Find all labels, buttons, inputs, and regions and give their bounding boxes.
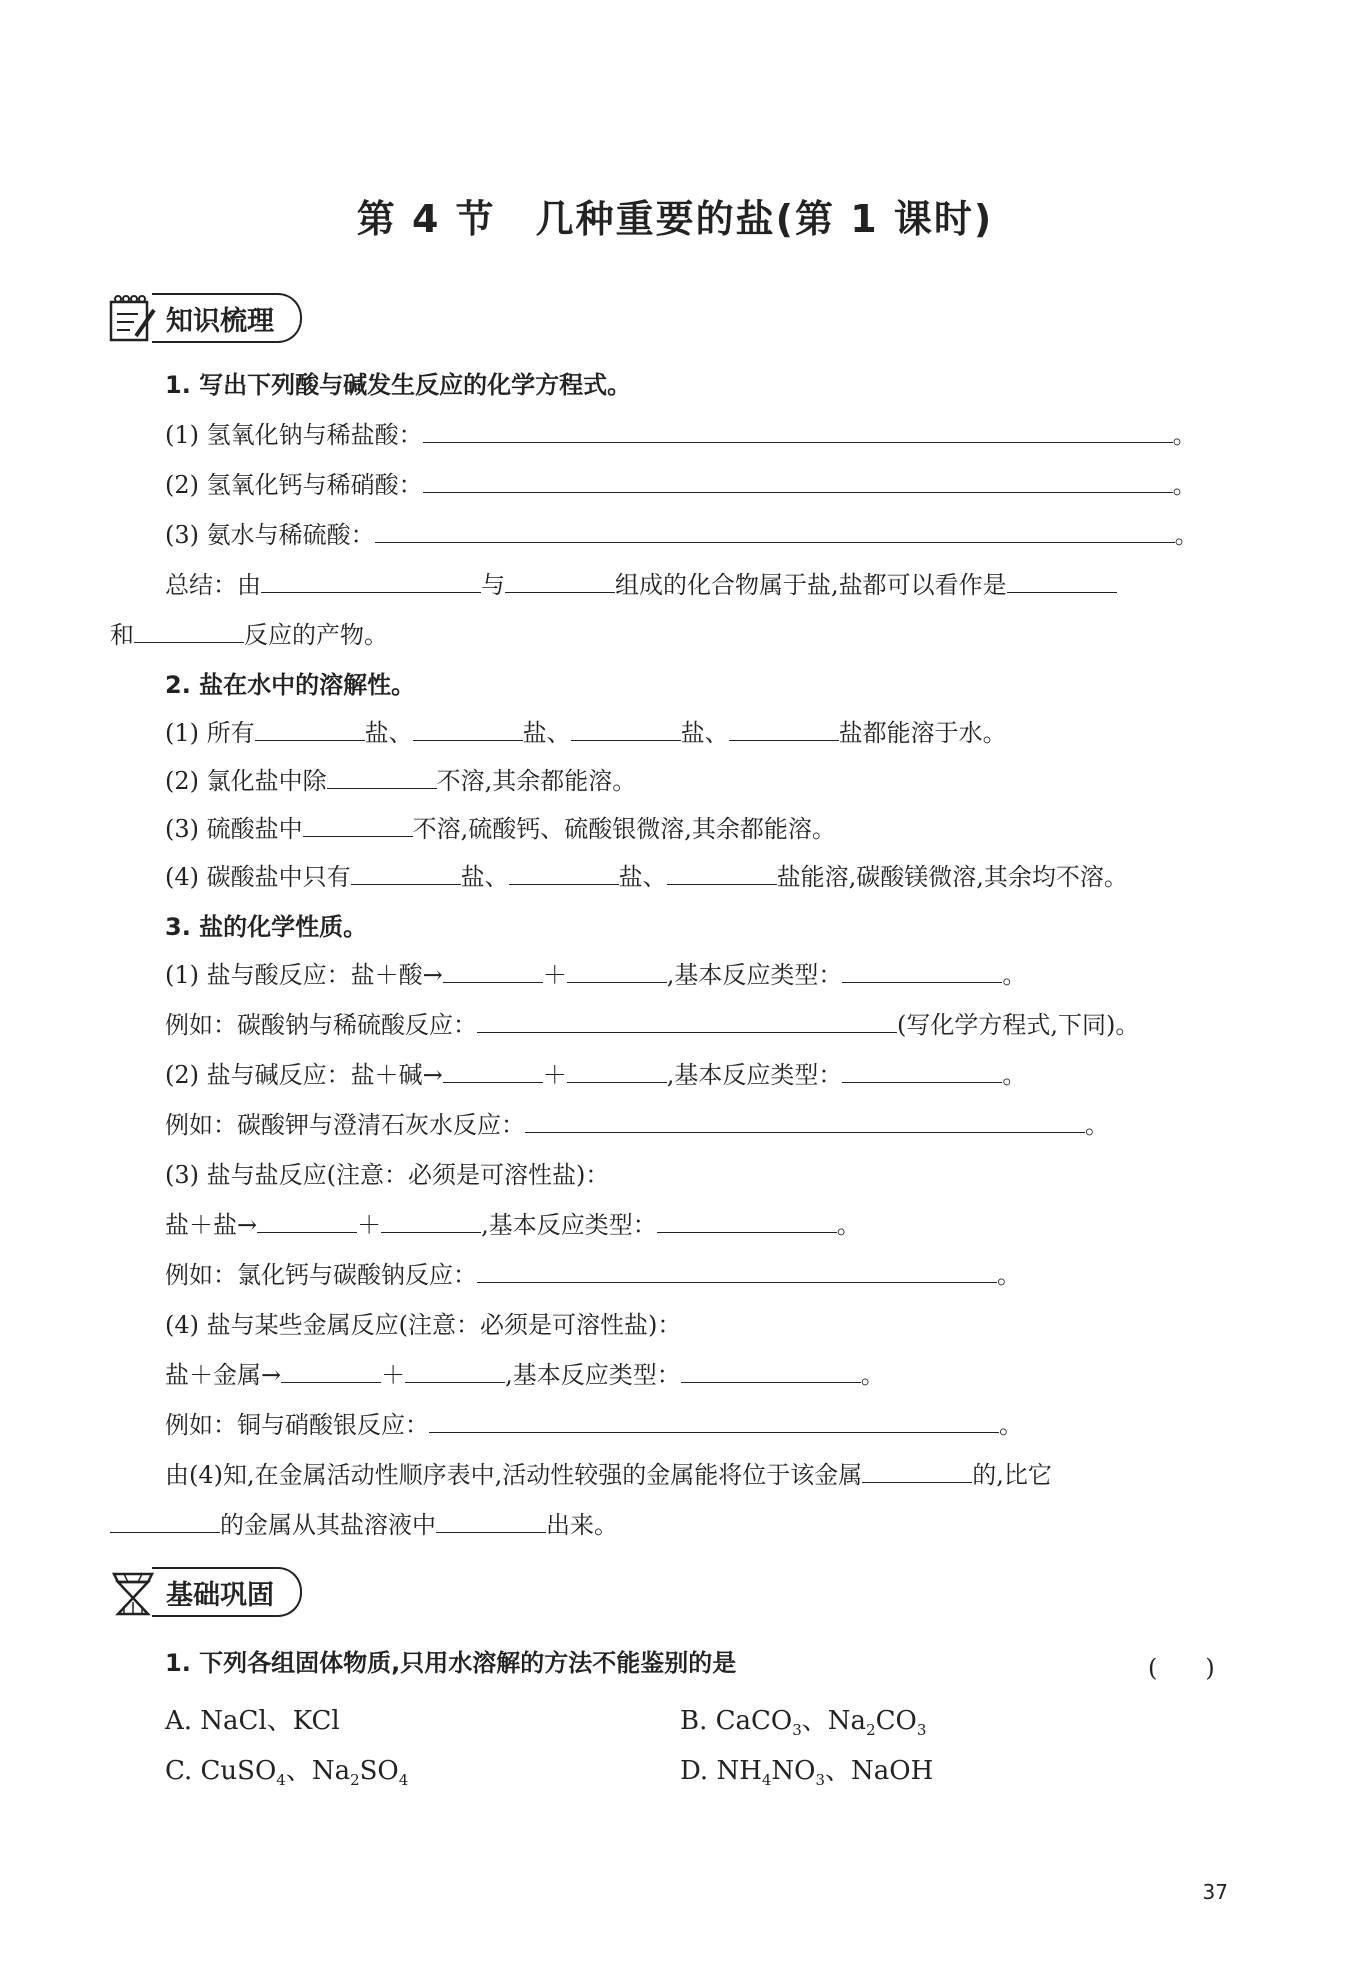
- q1-item-3: (3) 氨水与稀硫酸： 。: [165, 521, 1199, 549]
- q1-item-2: (2) 氢氧化钙与稀硝酸： 。: [165, 471, 1197, 499]
- page-title: 第 4 节 几种重要的盐(第 1 课时): [356, 197, 994, 241]
- q3-example-1: 例如：碳酸钠与稀硫酸反应： (写化学方程式,下同)。: [165, 1011, 1140, 1039]
- q3-item-1: (1) 盐与酸反应：盐＋酸→ ＋ ,基本反应类型： 。: [165, 961, 1027, 989]
- q3-example-3: 例如：氯化钙与碳酸钠反应： 。: [165, 1261, 1021, 1289]
- q3-item-4: 盐＋金属→ ＋ ,基本反应类型： 。: [165, 1361, 885, 1389]
- option-d: D. $NH_4NO_3$、NaOH: [680, 1756, 934, 1790]
- q1-heading: 1. 写出下列酸与碱发生反应的化学方程式。: [165, 371, 632, 399]
- notebook-pencil-icon: [108, 292, 158, 344]
- q3-item-3: 盐＋盐→ ＋ ,基本反应类型： 。: [165, 1211, 861, 1239]
- q3-conclusion: 由(4)知,在金属活动性顺序表中,活动性较强的金属能将位于该金属 的,比它: [165, 1461, 1052, 1489]
- q1-summary: 总结：由 与 组成的化合物属于盐,盐都可以看作是: [165, 570, 1117, 600]
- q1-summary-cont: 和 反应的产物。: [110, 621, 388, 649]
- q3-item-4-note: (4) 盐与某些金属反应(注意：必须是可溶性盐)：: [165, 1311, 682, 1339]
- option-b: B. CaCO$_3$、$Na_2CO_3$: [680, 1706, 927, 1740]
- section-label: 基础巩固: [152, 1567, 302, 1617]
- q3-example-2: 例如：碳酸钾与澄清石灰水反应： 。: [165, 1111, 1109, 1139]
- section-badge-knowledge: [108, 292, 302, 344]
- q1-item-1: (1) 氢氧化钠与稀盐酸： 。: [165, 421, 1197, 449]
- page-number: 37: [1202, 1880, 1228, 1904]
- q2-item-3: (3) 硫酸盐中 不溶,硫酸钙、硫酸银微溶,其余都能溶。: [165, 815, 836, 843]
- q3-item-2: (2) 盐与碱反应：盐＋碱→ ＋ ,基本反应类型： 。: [165, 1061, 1027, 1089]
- answer-paren: ( ): [1148, 1654, 1215, 1682]
- q2-item-4: (4) 碳酸盐中只有 盐、 盐、 盐能溶,碳酸镁微溶,其余均不溶。: [165, 863, 1128, 891]
- q2-item-1: (1) 所有 盐、 盐、 盐、 盐都能溶于水。: [165, 719, 1007, 747]
- diamond-hourglass-icon: [108, 1566, 158, 1618]
- option-c: C. CuSO$_4$、$Na_2SO_4$: [165, 1756, 409, 1790]
- q2-item-2: (2) 氯化盐中除 不溶,其余都能溶。: [165, 767, 637, 795]
- q3-example-4: 例如：铜与硝酸银反应： 。: [165, 1411, 1023, 1439]
- exercise-question: 1. 下列各组固体物质,只用水溶解的方法不能鉴别的是: [165, 1649, 737, 1677]
- q2-heading: 2. 盐在水中的溶解性。: [165, 671, 416, 699]
- q3-item-3-note: (3) 盐与盐反应(注意：必须是可溶性盐)：: [165, 1161, 610, 1189]
- q3-heading: 3. 盐的化学性质。: [165, 913, 368, 941]
- option-a: A. NaCl、KCl: [165, 1706, 340, 1736]
- q3-conclusion-cont: 的金属从其盐溶液中 出来。: [110, 1510, 618, 1540]
- section-badge-basic: [108, 1566, 302, 1618]
- section-label: 知识梳理: [152, 293, 302, 343]
